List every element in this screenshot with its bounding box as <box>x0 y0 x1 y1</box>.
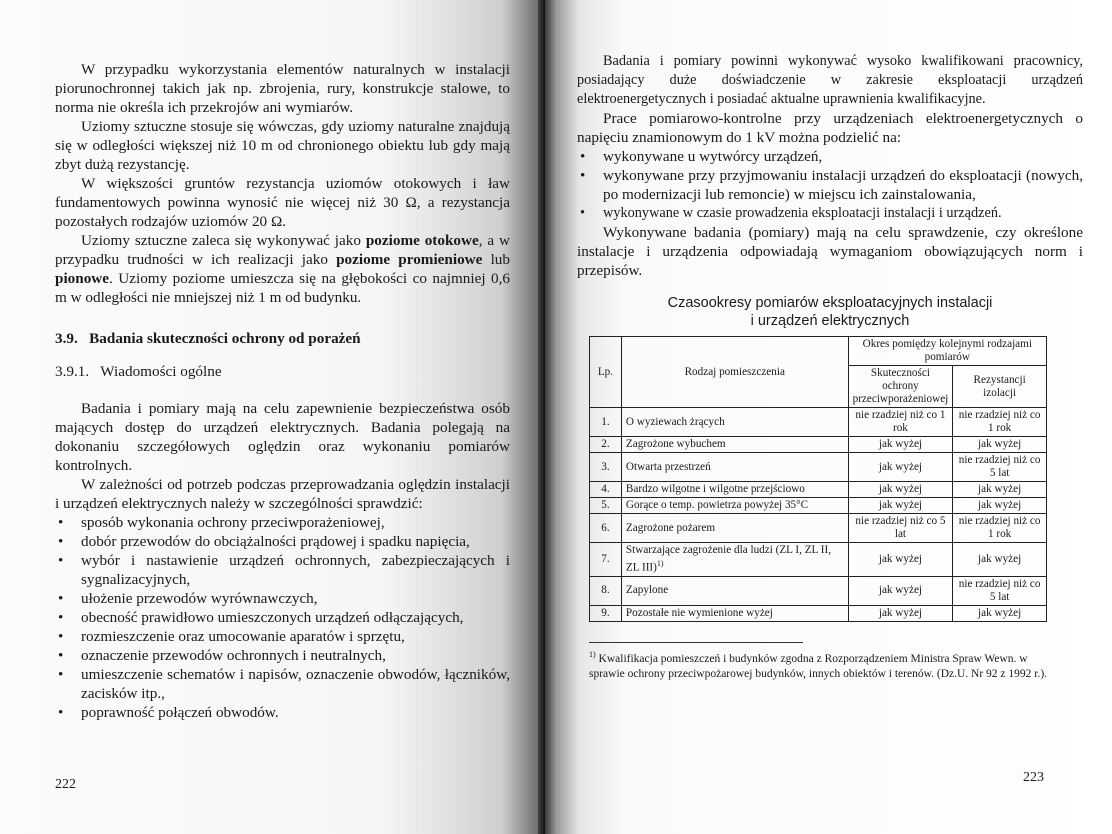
check-list <box>55 513 510 722</box>
cell-room: Pozostałe nie wymienione wyżej <box>621 605 848 621</box>
list-item: • wykonywane u wytwórcy urządzeń, <box>577 147 1083 166</box>
list-item: • dobór przewodów do obciążalności prądowej i spadku napięcia, <box>55 532 510 551</box>
bold-term: poziome otokowe <box>365 232 479 249</box>
text-run: . Uziomy poziome umieszcza się na głębokości co najmniej 0,6 m w odległości nie mniejszej niż 1 m od budynku. <box>55 270 510 306</box>
text-run: lub <box>482 251 510 268</box>
paragraph: Uziomy sztuczne stosuje się wówczas, gdy uziomy naturalne znajdują się w odległości większej niż 10 m od chronionego obiektu lub gdy mają zbyt dużą rezystancję. <box>55 118 510 173</box>
bold-term: poziome promieniowe <box>336 251 483 268</box>
cell-insulation: jak wyżej <box>953 498 1047 514</box>
work-types-list <box>577 147 1083 223</box>
cell-lp: 9. <box>590 605 622 621</box>
table-row <box>590 543 1047 577</box>
header-period: Okres pomiędzy kolejnymi rodzajami pomiarów <box>848 337 1046 366</box>
footnote-rule <box>589 642 803 643</box>
cell-room: Bardzo wilgotne i wilgotne przejściowo <box>621 482 848 498</box>
cell-lp: 1. <box>590 408 622 437</box>
cell-lp: 3. <box>590 453 622 482</box>
bold-term: pionowe <box>55 270 110 287</box>
text-run: , a w przypadku trudności w ich realizacji jako <box>55 232 510 268</box>
table-row <box>590 498 1047 514</box>
cell-room: Zagrożone wybuchem <box>621 437 848 453</box>
list-item: • umieszczenie schematów i napisów, oznaczenie obwodów, łączników, zacisków itp., <box>55 665 510 703</box>
header-insulation-resistance: Rezystancji izolacji <box>953 366 1047 408</box>
table-row <box>590 453 1047 482</box>
cell-lp: 2. <box>590 437 622 453</box>
cell-protection: jak wyżej <box>848 605 953 621</box>
cell-room: Gorące o temp. powietrza powyżej 35°C <box>621 498 848 514</box>
cell-protection: nie rzadziej niż co 5 lat <box>848 514 953 543</box>
cell-insulation: nie rzadziej niż co 1 rok <box>953 408 1047 437</box>
list-item: • obecność prawidłowo umieszczonych urządzeń odłączających, <box>55 608 510 627</box>
cell-room: Otwarta przestrzeń <box>621 453 848 482</box>
footnote <box>589 647 1049 682</box>
footnote-ref: 1) <box>656 559 664 568</box>
paragraph-earthing <box>55 231 510 307</box>
cell-room: O wyziewach żrących <box>621 408 848 437</box>
room-text: Stwarzające zagrożenie dla ludzi (ZL I, ZL II, ZL III) <box>625 544 832 574</box>
paragraph: W przypadku wykorzystania elementów naturalnych w instalacji piorunochronnej takich jak np. zbrojenia, rury, konstrukcje stalowe, to norma nie określa ich przekrojów ani wymiarów. <box>55 61 510 116</box>
cell-insulation: nie rzadziej niż co 1 rok <box>953 514 1047 543</box>
paragraph: Badania i pomiary powinni wykonywać wysoko kwalifikowani pracownicy, posiadający duże doświadczenie w zakresie eksploatacji urządzeń elektroenergetycznych i posiadać aktualne uprawnienia kwalifikacyjne. <box>577 53 1083 107</box>
cell-protection: jak wyżej <box>848 453 953 482</box>
cell-lp: 6. <box>590 514 622 543</box>
cell-lp: 4. <box>590 482 622 498</box>
table-title <box>577 294 1083 330</box>
paragraph: Wykonywane badania (pomiary) mają na celu sprawdzenie, czy określone instalacje i urządzenia odpowiadają wymaganiom obowiązujących norm i przepisów. <box>577 224 1083 279</box>
measurement-intervals-table <box>589 336 1047 622</box>
table-row <box>590 437 1047 453</box>
cell-protection: nie rzadziej niż co 1 rok <box>848 408 953 437</box>
cell-protection: jak wyżej <box>848 437 953 453</box>
cell-insulation: jak wyżej <box>953 543 1047 577</box>
list-item: • wybór i nastawienie urządzeń ochronnych, zabezpieczających i sygnalizacyjnych, <box>55 551 510 589</box>
cell-protection: jak wyżej <box>848 576 953 605</box>
cell-insulation: jak wyżej <box>953 437 1047 453</box>
cell-lp: 5. <box>590 498 622 514</box>
table-row <box>590 514 1047 543</box>
paragraph: W większości gruntów rezystancja uziomów otokowych i ław fundamentowych powinna wynosić nie więcej niż 30 Ω, a rezystancja pozostałych rodzajów uziomów 20 Ω. <box>55 175 510 230</box>
paragraph: Prace pomiarowo-kontrolne przy urządzeniach elektroenergetycznych o napięciu znamionowym do 1 kV można podzielić na: <box>577 110 1083 146</box>
list-item: • wykonywane przy przyjmowaniu instalacji urządzeń do eksploatacji (nowych, po modernizacji lub remoncie) w miejscu ich zainstalowania, <box>577 166 1083 204</box>
header-protection-effectiveness: Skuteczności ochrony przeciwporażeniowej <box>848 366 953 408</box>
cell-room <box>621 543 848 577</box>
page-number: 223 <box>1023 770 1044 785</box>
table-title-line: Czasookresy pomiarów eksploatacyjnych instalacji <box>667 295 993 311</box>
table-row <box>590 576 1047 605</box>
cell-room: Zapylone <box>621 576 848 605</box>
section-heading: 3.9. Badania skuteczności ochrony od porażeń <box>55 330 361 347</box>
left-page-text <box>55 60 510 722</box>
footnote-text: Kwalifikacja pomieszczeń i budynków zgodna z Rozporządzeniem Ministra Spraw Wewn. w sprawie ochrony przeciwpożarowej budynków, innych obiektów i terenów. (Dz.U. Nr 92 z 1992 r.). <box>589 652 1048 680</box>
table-row <box>590 605 1047 621</box>
list-item: • sposób wykonania ochrony przeciwporażeniowej, <box>55 513 510 532</box>
right-page <box>545 0 1112 834</box>
subsection-heading: 3.9.1. Wiadomości ogólne <box>55 363 222 380</box>
cell-protection: jak wyżej <box>848 543 953 577</box>
cell-insulation: nie rzadziej niż co 5 lat <box>953 576 1047 605</box>
header-room-type: Rodzaj pomieszczenia <box>621 337 848 408</box>
cell-insulation: jak wyżej <box>953 482 1047 498</box>
page-number: 222 <box>55 777 76 792</box>
left-page <box>0 0 545 834</box>
cell-lp: 8. <box>590 576 622 605</box>
cell-room: Zagrożone pożarem <box>621 514 848 543</box>
paragraph: Badania i pomiary mają na celu zapewnienie bezpieczeństwa osób mających dostęp do urządzeń elektrycznych. Badania polegają na dokonaniu szczegółowych oględzin oraz wykonaniu pomiarów kontrolnych. <box>55 400 510 474</box>
text-run: Uziomy sztuczne zaleca się wykonywać jako <box>81 232 366 249</box>
list-item: • poprawność połączeń obwodów. <box>55 703 510 722</box>
cell-lp: 7. <box>590 543 622 577</box>
list-item: • oznaczenie przewodów ochronnych i neutralnych, <box>55 646 510 665</box>
header-lp: Lp. <box>590 337 622 408</box>
cell-protection: jak wyżej <box>848 482 953 498</box>
right-page-text <box>577 52 1083 682</box>
cell-insulation: jak wyżej <box>953 605 1047 621</box>
list-item: • ułożenie przewodów wyrównawczych, <box>55 589 510 608</box>
paragraph: W zależności od potrzeb podczas przeprowadzania oględzin instalacji i urządzeń elektrycznych należy w szczególności sprawdzić: <box>55 476 510 512</box>
footnote-mark: 1) <box>589 649 596 659</box>
list-item: • wykonywane w czasie prowadzenia eksploatacji instalacji i urządzeń. <box>577 204 1083 223</box>
table-row <box>590 482 1047 498</box>
table-row <box>590 408 1047 437</box>
list-item: • rozmieszczenie oraz umocowanie aparatów i sprzętu, <box>55 627 510 646</box>
cell-protection: jak wyżej <box>848 498 953 514</box>
table-header-row <box>590 337 1047 366</box>
table-title-line: i urządzeń elektrycznych <box>750 313 910 329</box>
cell-insulation: nie rzadziej niż co 5 lat <box>953 453 1047 482</box>
